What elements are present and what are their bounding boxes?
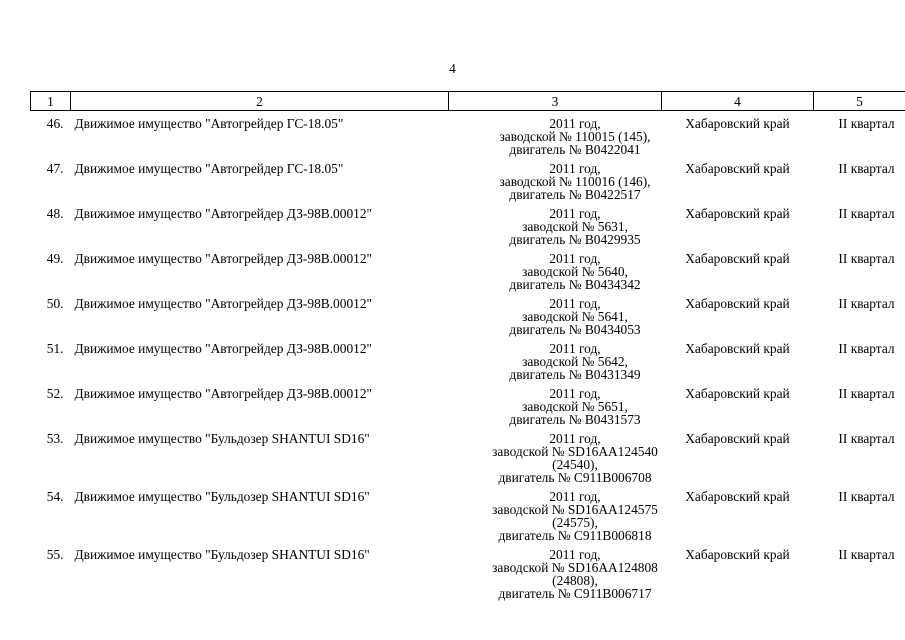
region: Хабаровский край <box>685 251 790 266</box>
details-line: 2011 год, <box>549 431 601 446</box>
column-header-2: 2 <box>71 92 449 111</box>
property-name: Движимое имущество "Автогрейдер ДЗ-98В.00012" <box>74 296 372 311</box>
quarter: II квартал <box>838 341 895 356</box>
region: Хабаровский край <box>685 296 790 311</box>
quarter: II квартал <box>838 386 895 401</box>
details-line: двигатель № B0434342 <box>509 277 641 292</box>
details-line: заводской № 110015 (145), <box>499 129 651 144</box>
details-line: двигатель № C911B006818 <box>498 528 652 543</box>
quarter: II квартал <box>838 116 895 131</box>
details-line: двигатель № B0431573 <box>509 412 641 427</box>
property-details <box>449 336 662 381</box>
quarter: II квартал <box>838 489 895 504</box>
property-name: Движимое имущество "Бульдозер SHANTUI SD16" <box>74 431 370 446</box>
quarter: II квартал <box>838 431 895 446</box>
details-line: двигатель № C911B006717 <box>498 586 652 601</box>
property-details <box>449 542 662 600</box>
property-name: Движимое имущество "Автогрейдер ДЗ-98В.00012" <box>74 386 372 401</box>
table-row <box>31 484 905 542</box>
property-details <box>449 246 662 291</box>
details-line: (24808), <box>552 573 598 588</box>
quarter: II квартал <box>838 547 895 562</box>
details-line: заводской № 5631, <box>522 219 628 234</box>
details-line: 2011 год, <box>549 386 601 401</box>
row-number: 46. <box>46 116 64 131</box>
column-header-3: 3 <box>449 92 662 111</box>
row-number: 53. <box>46 431 64 446</box>
details-line: 2011 год, <box>549 341 601 356</box>
details-line: заводской № SD16AA124808 <box>492 560 658 575</box>
table-row <box>31 111 905 157</box>
row-number: 51. <box>46 341 64 356</box>
details-line: заводской № SD16AA124540 <box>492 444 658 459</box>
row-number: 52. <box>46 386 64 401</box>
table-row <box>31 246 905 291</box>
details-line: двигатель № B0431349 <box>509 367 641 382</box>
table-row <box>31 156 905 201</box>
property-details <box>449 426 662 484</box>
property-name: Движимое имущество "Автогрейдер ГС-18.05" <box>74 116 344 131</box>
property-name: Движимое имущество "Бульдозер SHANTUI SD16" <box>74 489 370 504</box>
table-row <box>31 201 905 246</box>
details-line: двигатель № C911B006708 <box>498 470 652 485</box>
details-line: двигатель № B0422041 <box>509 142 641 157</box>
region: Хабаровский край <box>685 489 790 504</box>
details-line: 2011 год, <box>549 489 601 504</box>
details-line: заводской № SD16AA124575 <box>492 502 658 517</box>
property-details <box>449 111 662 157</box>
details-line: (24575), <box>552 515 598 530</box>
details-line: двигатель № B0434053 <box>509 322 641 337</box>
property-name: Движимое имущество "Бульдозер SHANTUI SD16" <box>74 547 370 562</box>
quarter: II квартал <box>838 206 895 221</box>
column-header-4: 4 <box>662 92 814 111</box>
quarter: II квартал <box>838 161 895 176</box>
table-body <box>31 111 905 601</box>
property-name: Движимое имущество "Автогрейдер ДЗ-98В.00012" <box>74 341 372 356</box>
property-details <box>449 201 662 246</box>
page-number: 4 <box>449 61 456 76</box>
table-row <box>31 542 905 600</box>
details-line: заводской № 5642, <box>522 354 628 369</box>
table-row <box>31 336 905 381</box>
details-line: 2011 год, <box>549 547 601 562</box>
property-name: Движимое имущество "Автогрейдер ДЗ-98В.00012" <box>74 206 372 221</box>
region: Хабаровский край <box>685 386 790 401</box>
details-line: двигатель № B0422517 <box>509 187 641 202</box>
details-line: заводской № 5651, <box>522 399 628 414</box>
row-number: 50. <box>46 296 64 311</box>
details-line: двигатель № B0429935 <box>509 232 641 247</box>
property-details <box>449 381 662 426</box>
region: Хабаровский край <box>685 206 790 221</box>
row-number: 55. <box>46 547 64 562</box>
region: Хабаровский край <box>685 341 790 356</box>
column-header-5: 5 <box>814 92 905 111</box>
row-number: 48. <box>46 206 64 221</box>
details-line: заводской № 110016 (146), <box>499 174 651 189</box>
details-line: 2011 год, <box>549 251 601 266</box>
details-line: 2011 год, <box>549 116 601 131</box>
details-line: заводской № 5641, <box>522 309 628 324</box>
property-table <box>30 91 905 600</box>
details-line: 2011 год, <box>549 296 601 311</box>
row-number: 49. <box>46 251 64 266</box>
table-row <box>31 291 905 336</box>
property-name: Движимое имущество "Автогрейдер ГС-18.05" <box>74 161 344 176</box>
region: Хабаровский край <box>685 431 790 446</box>
details-line: (24540), <box>552 457 598 472</box>
details-line: 2011 год, <box>549 206 601 221</box>
region: Хабаровский край <box>685 161 790 176</box>
table-row <box>31 381 905 426</box>
table-row <box>31 426 905 484</box>
details-line: заводской № 5640, <box>522 264 628 279</box>
row-number: 47. <box>46 161 64 176</box>
row-number: 54. <box>46 489 64 504</box>
quarter: II квартал <box>838 251 895 266</box>
property-name: Движимое имущество "Автогрейдер ДЗ-98В.00012" <box>74 251 372 266</box>
property-details <box>449 484 662 542</box>
column-header-1: 1 <box>31 92 71 111</box>
details-line: 2011 год, <box>549 161 601 176</box>
table-header <box>31 92 905 111</box>
region: Хабаровский край <box>685 547 790 562</box>
property-details <box>449 291 662 336</box>
property-details <box>449 156 662 201</box>
quarter: II квартал <box>838 296 895 311</box>
region: Хабаровский край <box>685 116 790 131</box>
